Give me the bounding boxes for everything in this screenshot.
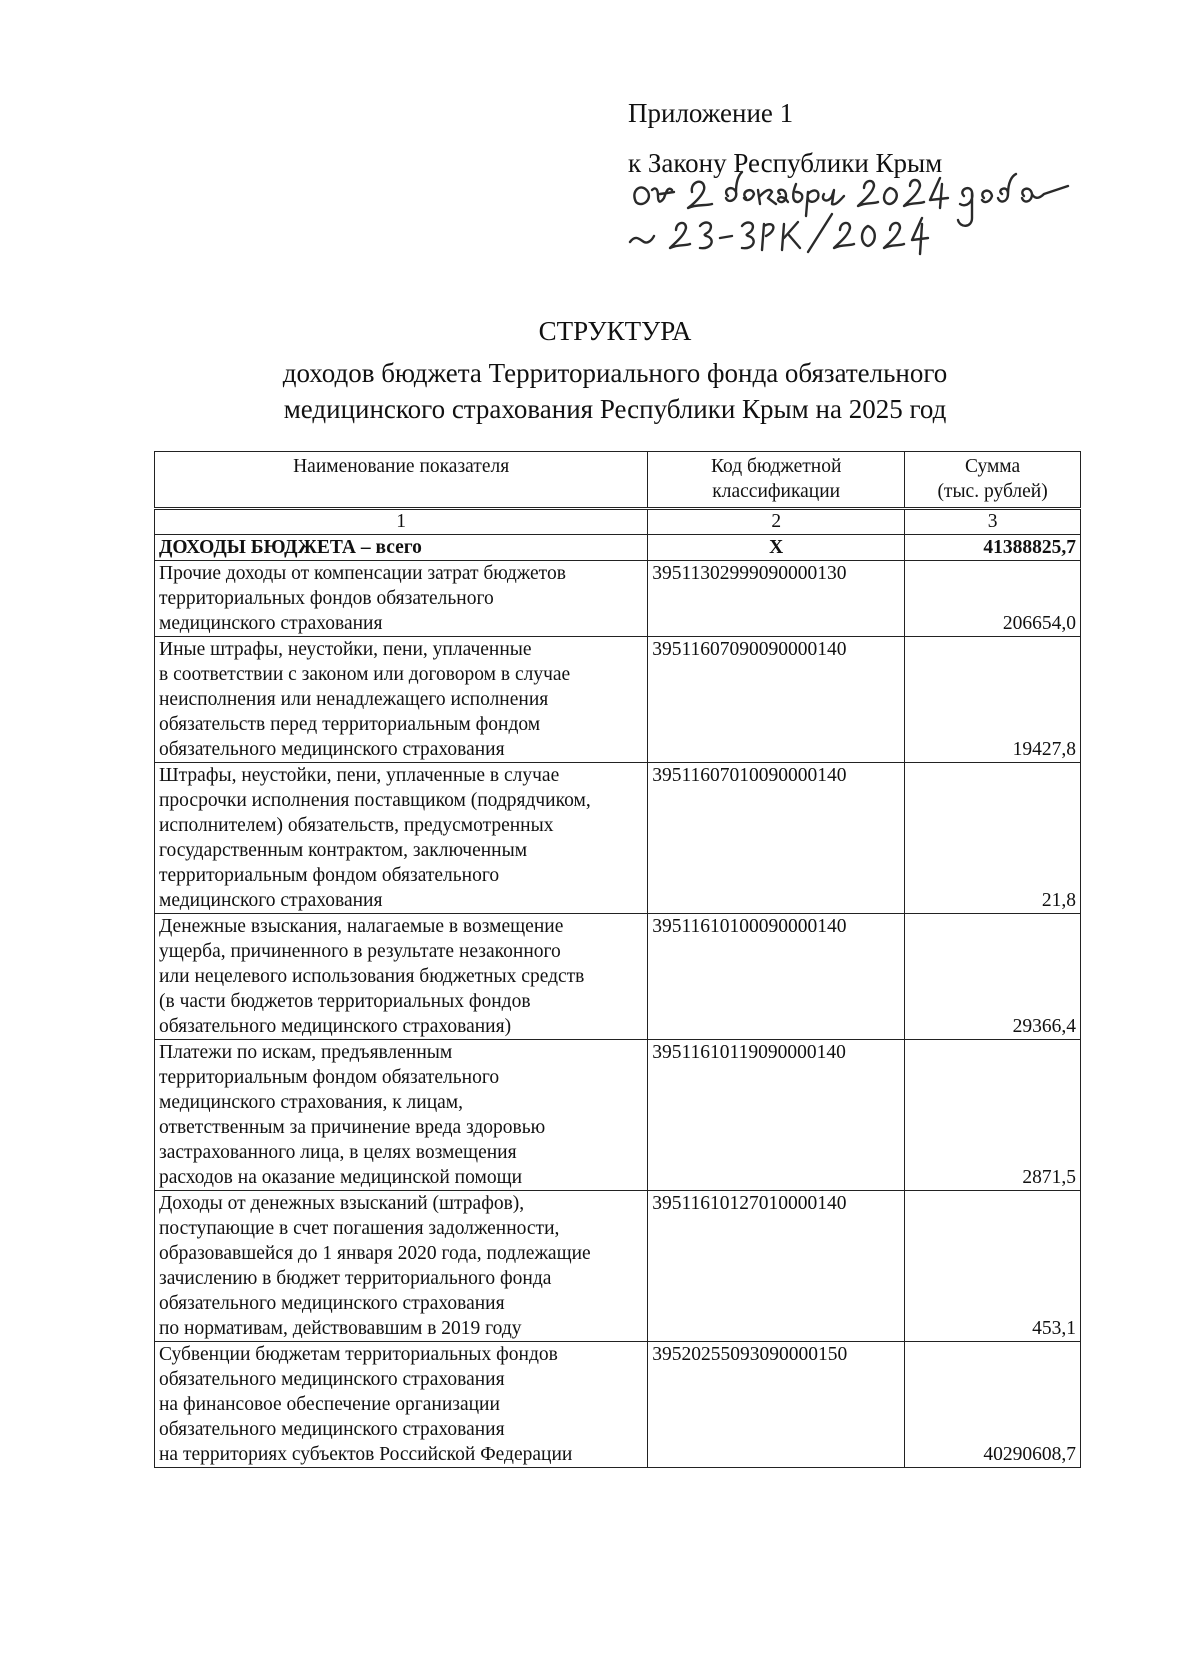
row-name-line: или нецелевого использования бюджетных средств <box>159 966 585 987</box>
law-reference: к Закону Республики Крым <box>628 148 943 178</box>
row-code: 39511610127010000140 <box>648 1191 905 1342</box>
row-sum: 2871,5 <box>905 1040 1081 1191</box>
table-row <box>155 1191 1081 1342</box>
column-number-row <box>155 509 1081 535</box>
header-code-line-2: классификации <box>712 481 841 502</box>
total-row <box>155 535 1081 561</box>
income-table <box>154 451 1081 1468</box>
row-sum: 21,8 <box>905 763 1081 914</box>
document-title <box>150 314 1080 428</box>
row-code: 39511610119090000140 <box>648 1040 905 1191</box>
row-name-line: обязательного медицинского страхования <box>159 1419 505 1440</box>
row-code: 39520255093090000150 <box>648 1342 905 1468</box>
row-name-line: застрахованного лица, в целях возмещения <box>159 1142 517 1163</box>
row-name-line: ущерба, причиненного в результате незаконного <box>159 941 561 962</box>
row-sum: 40290608,7 <box>905 1342 1081 1468</box>
row-name-line: Платежи по искам, предъявленным <box>159 1042 453 1063</box>
row-name-line: государственным контрактом, заключенным <box>159 840 528 861</box>
column-number-1: 1 <box>155 509 648 535</box>
row-sum: 19427,8 <box>905 637 1081 763</box>
row-name-line: на территориях субъектов Российской Федерации <box>159 1444 573 1465</box>
row-name-line: ответственным за причинение вреда здоровью <box>159 1117 546 1138</box>
row-name-line: на финансовое обеспечение организации <box>159 1394 500 1415</box>
row-sum: 29366,4 <box>905 914 1081 1040</box>
row-name <box>155 637 648 763</box>
row-name-line: обязательного медицинского страхования) <box>159 1016 512 1037</box>
row-name-line: (в части бюджетов территориальных фондов <box>159 991 531 1012</box>
total-name: ДОХОДЫ БЮДЖЕТА – всего <box>155 535 648 561</box>
row-name-line: территориальным фондом обязательного <box>159 1067 500 1088</box>
column-number-2: 2 <box>648 509 905 535</box>
row-name-line: по нормативам, действовавшим в 2019 году <box>159 1318 522 1339</box>
header-sum <box>905 452 1081 509</box>
header-code-line-1: Код бюджетной <box>710 456 842 477</box>
row-name-line: медицинского страхования, к лицам, <box>159 1092 464 1113</box>
row-name-line: обязательного медицинского страхования <box>159 1369 505 1390</box>
row-code: 39511607010090000140 <box>648 763 905 914</box>
title-line-2: медицинского страхования Республики Крым на 2025 год <box>283 394 947 424</box>
row-code: 39511302999090000130 <box>648 561 905 637</box>
row-name-line: образовавшейся до 1 января 2020 года, подлежащие <box>159 1243 591 1264</box>
row-name <box>155 1040 648 1191</box>
row-name-line: медицинского страхования <box>159 890 383 911</box>
column-number-3: 3 <box>905 509 1081 535</box>
appendix-label: Приложение 1 <box>628 98 794 128</box>
row-name-line: расходов на оказание медицинской помощи <box>159 1167 523 1188</box>
table-row <box>155 561 1081 637</box>
total-code: Х <box>648 535 905 561</box>
header-code <box>648 452 905 509</box>
header-sum-line-1: Сумма <box>964 456 1021 477</box>
table-row <box>155 914 1081 1040</box>
row-name <box>155 763 648 914</box>
table-row <box>155 1040 1081 1191</box>
table-header-row <box>155 452 1081 509</box>
row-name-line: Прочие доходы от компенсации затрат бюджетов <box>159 563 566 584</box>
row-name-line: обязательств перед территориальным фондом <box>159 714 541 735</box>
row-name-line: медицинского страхования <box>159 613 383 634</box>
row-name <box>155 914 648 1040</box>
row-name-line: территориальным фондом обязательного <box>159 865 500 886</box>
row-name-line: Доходы от денежных взысканий (штрафов), <box>159 1193 525 1214</box>
row-name-line: Денежные взыскания, налагаемые в возмещение <box>159 916 564 937</box>
row-name <box>155 561 648 637</box>
row-name-line: просрочки исполнения поставщиком (подрядчиком, <box>159 790 591 811</box>
row-name <box>155 1342 648 1468</box>
row-name-line: поступающие в счет погашения задолженности, <box>159 1218 560 1239</box>
row-code: 39511610100090000140 <box>648 914 905 1040</box>
header-name: Наименование показателя <box>155 452 648 509</box>
row-sum: 206654,0 <box>905 561 1081 637</box>
appendix-header <box>628 96 943 178</box>
header-sum-line-2: (тыс. рублей) <box>937 481 1048 502</box>
row-sum: 453,1 <box>905 1191 1081 1342</box>
total-sum: 41388825,7 <box>905 535 1081 561</box>
row-name-line: Штрафы, неустойки, пени, уплаченные в случае <box>159 765 560 786</box>
table-row <box>155 637 1081 763</box>
row-code: 39511607090090000140 <box>648 637 905 763</box>
row-name-line: обязательного медицинского страхования <box>159 739 505 760</box>
row-name-line: территориальных фондов обязательного <box>159 588 494 609</box>
row-name-line: Иные штрафы, неустойки, пени, уплаченные <box>159 639 532 660</box>
title-main: СТРУКТУРА <box>538 316 692 346</box>
title-line-1: доходов бюджета Территориального фонда обязательного <box>282 358 948 388</box>
row-name-line: обязательного медицинского страхования <box>159 1293 505 1314</box>
row-name-line: в соответствии с законом или договором в случае <box>159 664 571 685</box>
table-row <box>155 1342 1081 1468</box>
table-row <box>155 763 1081 914</box>
row-name-line: зачислению в бюджет территориального фонда <box>159 1268 552 1289</box>
row-name <box>155 1191 648 1342</box>
row-name-line: неисполнения или ненадлежащего исполнения <box>159 689 549 710</box>
row-name-line: исполнителем) обязательств, предусмотренных <box>159 815 554 836</box>
handwritten-signature <box>628 168 1098 278</box>
row-name-line: Субвенции бюджетам территориальных фондов <box>159 1344 558 1365</box>
